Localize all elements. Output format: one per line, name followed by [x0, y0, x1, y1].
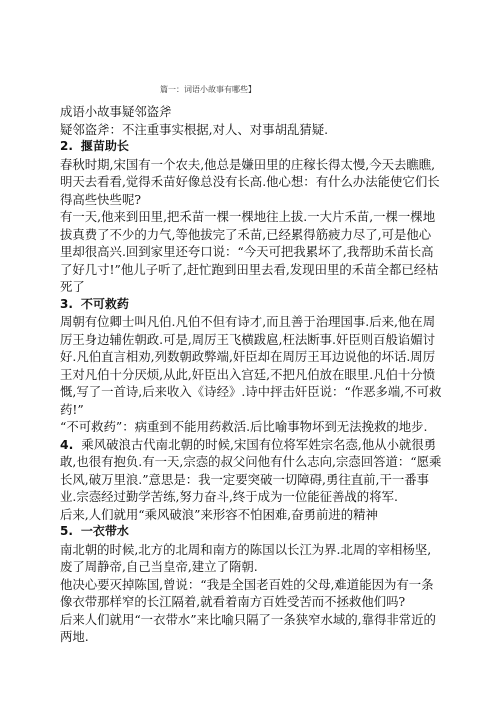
intro-paragraph: 疑邻盗斧：不注重事实根据,对人、对事胡乱猜疑.: [60, 121, 329, 137]
section-number: 4.: [60, 436, 74, 452]
section-number: 5.: [60, 524, 73, 538]
paragraph: 敢,也很有抱负.有一天,宗悫的叔父问他有什么志向,宗悫回答道：“愿乘长风,破万里浪.”意思是：我一定要突破一切障碍,勇往直前,干一番事业.宗悫经过勤学苦练,努力奋斗,终于成为一位能征善战的将军.: [60, 454, 442, 504]
section-heading: [60, 138, 442, 156]
section-heading: [60, 436, 442, 454]
paragraph: 周朝有位卿士叫凡伯.凡伯不但有诗才,而且善于治理国事.后来,他在周厉王身边辅佐朝政.可是,周厉王飞横跋扈,枉法断事.奸臣则百般谄媚讨好.凡伯直言相劝,列数朝政弊端,奸臣却在周厉王耳边说他的坏话.周厉王对凡伯十分厌烦,从此,奸臣出入宫廷,不把凡伯放在眼里.凡伯十分愤慨,写了一首诗,后来收入《诗经》.诗中抨击奸臣说：“作恶多端,不可救药!”: [60, 314, 442, 417]
paragraph: 后来,人们就用“乘风破浪”来形容不怕困难,奋勇前进的精神: [60, 506, 378, 522]
paragraph: 后来人们就用“一衣带水”来比喻只隔了一条狭窄水域的,靠得非常近的两地.: [60, 611, 436, 644]
paragraph: 春秋时期,宋国有一个农夫,他总是嫌田里的庄稼长得太慢,今天去瞧瞧,明天去看看,觉得禾苗好像总没有长高.他心想：有什么办法能使它们长得高些快些呢?: [60, 156, 440, 207]
section-heading-text: 不可救药: [80, 296, 129, 311]
section-number: 2.: [60, 139, 73, 153]
document-title: 成语小故事疑邻盗斧: [60, 104, 172, 119]
section-heading-text: 揠苗助长: [80, 139, 129, 153]
paragraph: 他决心要灭掉陈国,曾说：“我是全国老百姓的父母,难道能因为有一条像衣带那样窄的长江隔着,就看着南方百姓受苦而不拯救他们吗?: [60, 576, 434, 609]
section-heading-text: 一衣带水: [80, 524, 129, 538]
section-number: 3.: [60, 296, 73, 311]
section-heading: [60, 296, 442, 314]
section-heading-text: 乘风破浪古代南北朝的时候,宋国有位将军姓宗名悫,他从小就很勇: [81, 436, 437, 452]
paragraph: 有一天,他来到田里,把禾苗一棵一棵地往上拔.一大片禾苗,一棵一棵地拔真费了不少的力气,等他拔完了禾苗,已经累得筋疲力尽了,可是他心里却很高兴.回到家里还夸口说：“今天可把我累坏了,我帮助禾苗长高了好几寸!”他儿子听了,赶忙跑到田里去看,发现田里的禾苗全都已经枯死了: [60, 209, 439, 294]
paragraph: 南北朝的时候,北方的北周和南方的陈国以长江为界.北周的宰相杨坚,废了周静帝,自己当皇帝,建立了隋朝.: [60, 541, 432, 574]
paragraph: “不可救药”：病重到不能用药救活.后比喻事物坏到无法挽救的地步.: [60, 419, 428, 434]
document-header: 篇一：词语小故事有哪些】: [160, 85, 256, 94]
document-body: [60, 103, 442, 646]
section-heading: [60, 523, 442, 541]
